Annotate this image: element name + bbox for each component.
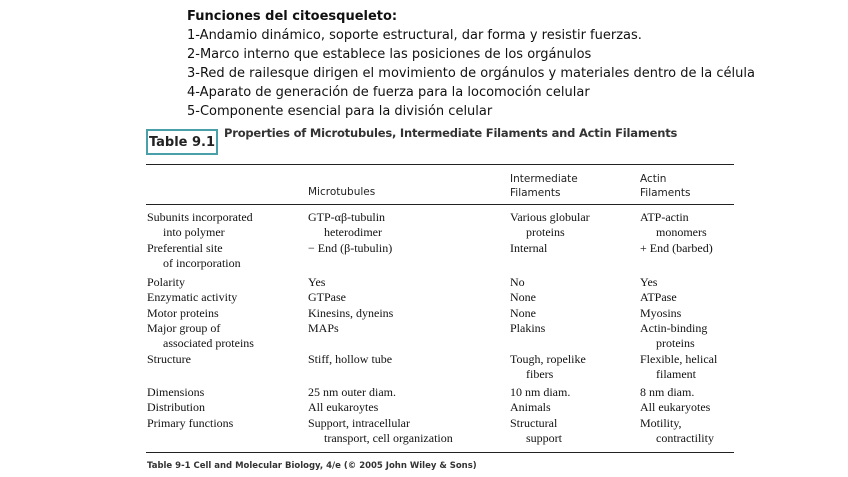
table-cell-line: proteins xyxy=(656,336,695,350)
table-cell-line: fibers xyxy=(526,367,554,381)
notes-item-5: 5-Componente esencial para la división celular xyxy=(187,104,493,119)
table-cell-inter xyxy=(510,290,536,305)
table-cell-micro xyxy=(308,321,339,336)
table-cell-actin xyxy=(640,400,710,415)
table-cell-inter xyxy=(510,210,590,240)
table-cell-line: + End (barbed) xyxy=(640,241,713,255)
table-cell-line: heterodimer xyxy=(324,225,382,239)
table-cell-line: contractility xyxy=(656,431,714,445)
table-cell-micro xyxy=(308,275,325,290)
table-cell-line: associated proteins xyxy=(163,336,254,350)
table-cell-line: into polymer xyxy=(163,225,225,239)
table-top-rule xyxy=(146,164,734,165)
table-cell-line: 10 nm diam. xyxy=(510,385,571,399)
table-cell-inter xyxy=(510,321,545,336)
table-cell-label xyxy=(147,400,205,415)
table-cell-line: Motility, xyxy=(640,416,682,430)
table-cell-line: Yes xyxy=(308,275,326,289)
table-cell-line: None xyxy=(510,290,536,304)
table-cell-label xyxy=(147,352,191,367)
table-cell-inter xyxy=(510,400,551,415)
table-cell-line: Actin-binding xyxy=(640,321,708,335)
table-cell-line: All eukaryotes xyxy=(640,400,711,414)
header-actin-line1: Actin xyxy=(640,173,667,185)
table-cell-line: No xyxy=(510,275,525,289)
table-cell-line: None xyxy=(510,306,536,320)
table-cell-line: Dimensions xyxy=(147,385,205,399)
table-cell-line: MAPs xyxy=(308,321,339,335)
table-cell-line: Enzymatic activity xyxy=(147,290,238,304)
table-cell-line: Polarity xyxy=(147,275,185,289)
table-cell-line: Flexible, helical xyxy=(640,352,718,366)
table-cell-line: ATP-actin xyxy=(640,210,689,224)
table-cell-line: Plakins xyxy=(510,321,546,335)
table-cell-line: Tough, ropelike xyxy=(510,352,586,366)
table-cell-label xyxy=(147,275,185,290)
table-cell-line: Structure xyxy=(147,352,191,366)
table-cell-line: Major group of xyxy=(147,321,221,335)
table-cell-actin xyxy=(640,385,694,400)
table-cell-label xyxy=(147,290,237,305)
table-cell-inter xyxy=(510,275,525,290)
table-cell-line: Animals xyxy=(510,400,551,414)
header-actin xyxy=(640,172,690,200)
table-cell-line: Motor proteins xyxy=(147,306,219,320)
table-cell-line: Yes xyxy=(640,275,658,289)
table-cell-line: Distribution xyxy=(147,400,206,414)
table-cell-micro xyxy=(308,400,378,415)
table-cell-label xyxy=(147,321,254,351)
table-cell-inter xyxy=(510,241,547,256)
table-cell-line: Support, intracellular xyxy=(308,416,410,430)
table-cell-label xyxy=(147,210,253,240)
table-cell-micro xyxy=(308,210,385,240)
table-cell-micro xyxy=(308,416,453,446)
table-cell-actin xyxy=(640,352,717,382)
table-cell-micro xyxy=(308,352,392,367)
table-cell-line: Subunits incorporated xyxy=(147,210,253,224)
header-actin-line2: Filaments xyxy=(640,187,691,199)
table-cell-line: of incorporation xyxy=(163,256,241,270)
table-cell-line: Various globular xyxy=(510,210,590,224)
table-cell-line: transport, cell organization xyxy=(324,431,453,445)
table-cell-line: All eukaroytes xyxy=(308,400,379,414)
functions-notes xyxy=(187,7,755,121)
table-cell-line: 8 nm diam. xyxy=(640,385,695,399)
table-cell-line: proteins xyxy=(526,225,565,239)
table-footer: Table 9-1 Cell and Molecular Biology, 4/e (© 2005 John Wiley & Sons) xyxy=(147,461,477,471)
table-cell-line: Internal xyxy=(510,241,548,255)
table-cell-actin xyxy=(640,416,714,446)
table-cell-actin xyxy=(640,241,713,256)
table-cell-line: support xyxy=(526,431,562,445)
table-badge: Table 9.1 xyxy=(146,129,218,155)
table-cell-line: Preferential site xyxy=(147,241,223,255)
table-cell-line: Kinesins, dyneins xyxy=(308,306,394,320)
table-cell-micro xyxy=(308,385,396,400)
table-title: Properties of Microtubules, Intermediate Filaments and Actin Filaments xyxy=(224,126,678,140)
table-cell-label xyxy=(147,416,233,431)
table-cell-inter xyxy=(510,352,586,382)
table-header-rule xyxy=(146,204,734,205)
notes-item-3: 3-Red de railesque dirigen el movimiento de orgánulos y materiales dentro de la célula xyxy=(187,66,755,81)
header-intermediate-line1: Intermediate xyxy=(510,173,578,185)
table-cell-label xyxy=(147,385,204,400)
table-cell-line: Stiff, hollow tube xyxy=(308,352,393,366)
table-cell-line: filament xyxy=(656,367,696,381)
table-cell-label xyxy=(147,306,219,321)
notes-item-1: 1-Andamio dinámico, soporte estructural, dar forma y resistir fuerzas. xyxy=(187,28,642,43)
header-microtubules xyxy=(308,185,375,199)
table-cell-inter xyxy=(510,306,536,321)
notes-item-4: 4-Aparato de generación de fuerza para la locomoción celular xyxy=(187,85,590,100)
table-cell-label xyxy=(147,241,241,271)
header-intermediate xyxy=(510,172,578,200)
table-cell-inter xyxy=(510,416,562,446)
table-cell-micro xyxy=(308,306,393,321)
table-cell-line: ATPase xyxy=(640,290,677,304)
notes-item-2: 2-Marco interno que establece las posiciones de los orgánulos xyxy=(187,47,592,62)
table-cell-line: Structural xyxy=(510,416,558,430)
table-cell-line: GTPase xyxy=(308,290,346,304)
table-cell-line: − End (β-tubulin) xyxy=(308,241,393,255)
notes-title: Funciones del citoesqueleto: xyxy=(187,9,398,24)
table-cell-inter xyxy=(510,385,570,400)
table-cell-micro xyxy=(308,241,392,256)
table-cell-micro xyxy=(308,290,346,305)
header-intermediate-line2: Filaments xyxy=(510,187,561,199)
table-cell-line: Myosins xyxy=(640,306,682,320)
table-cell-actin xyxy=(640,306,681,321)
table-bottom-rule xyxy=(146,452,734,453)
table-cell-line: GTP-αβ-tubulin xyxy=(308,210,386,224)
table-cell-line: Primary functions xyxy=(147,416,234,430)
table-cell-line: monomers xyxy=(656,225,707,239)
table-cell-actin xyxy=(640,275,657,290)
table-cell-actin xyxy=(640,290,677,305)
table-cell-actin xyxy=(640,210,707,240)
table-cell-line: 25 nm outer diam. xyxy=(308,385,396,399)
header-microtubules-label: Microtubules xyxy=(308,186,376,198)
table-cell-actin xyxy=(640,321,707,351)
